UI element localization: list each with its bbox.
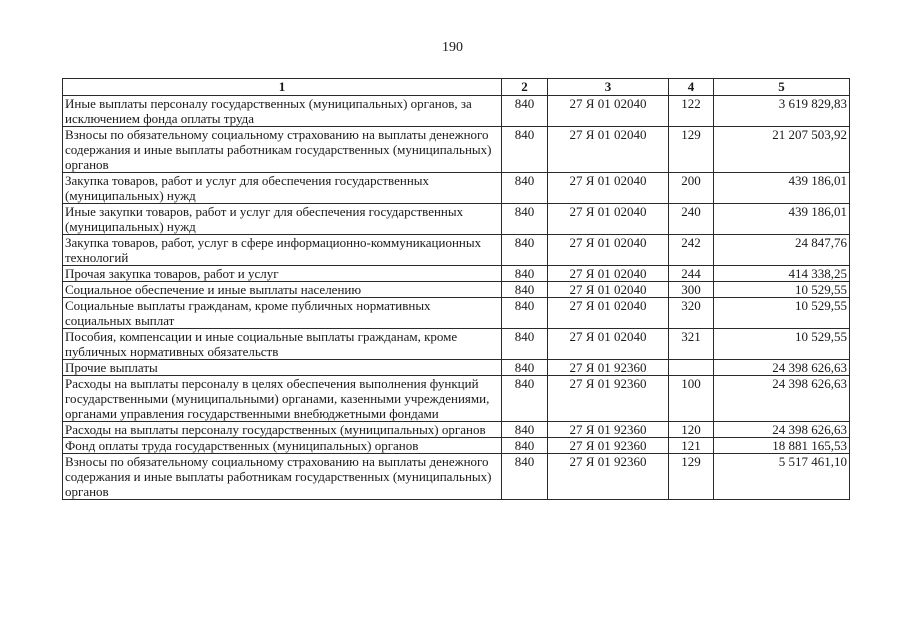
- row-article: 27 Я 01 02040: [548, 127, 669, 173]
- row-code: 840: [502, 204, 548, 235]
- row-code: 840: [502, 298, 548, 329]
- row-type: 240: [669, 204, 714, 235]
- row-code: 840: [502, 282, 548, 298]
- row-article: 27 Я 01 92360: [548, 438, 669, 454]
- row-name: Закупка товаров, работ и услуг для обеспечения государственных (муниципальных) нужд: [63, 173, 502, 204]
- row-type: 242: [669, 235, 714, 266]
- row-article: 27 Я 01 02040: [548, 282, 669, 298]
- row-article: 27 Я 01 92360: [548, 376, 669, 422]
- table-row: [63, 329, 850, 360]
- row-type: 129: [669, 454, 714, 500]
- row-amount: 10 529,55: [714, 329, 850, 360]
- row-name: Иные закупки товаров, работ и услуг для обеспечения государственных (муниципальных) нужд: [63, 204, 502, 235]
- row-name: Взносы по обязательному социальному страхованию на выплаты денежного содержания и иные выплаты работникам государственных (муниципальных) органов: [63, 454, 502, 500]
- page-number: 190: [442, 40, 463, 55]
- table-row: [63, 454, 850, 500]
- row-amount: 18 881 165,53: [714, 438, 850, 454]
- row-amount: 21 207 503,92: [714, 127, 850, 173]
- row-amount: 10 529,55: [714, 282, 850, 298]
- row-amount: 10 529,55: [714, 298, 850, 329]
- row-code: 840: [502, 329, 548, 360]
- row-name: Расходы на выплаты персоналу государственных (муниципальных) органов: [63, 422, 502, 438]
- row-code: 840: [502, 422, 548, 438]
- table-row: [63, 127, 850, 173]
- row-type: 129: [669, 127, 714, 173]
- table-row: [63, 422, 850, 438]
- row-name: Закупка товаров, работ, услуг в сфере информационно-коммуникационных технологий: [63, 235, 502, 266]
- row-amount: 439 186,01: [714, 204, 850, 235]
- row-amount: 24 398 626,63: [714, 422, 850, 438]
- budget-table: [62, 78, 850, 500]
- row-type: 121: [669, 438, 714, 454]
- row-code: 840: [502, 376, 548, 422]
- row-article: 27 Я 01 02040: [548, 204, 669, 235]
- row-amount: 439 186,01: [714, 173, 850, 204]
- row-article: 27 Я 01 02040: [548, 266, 669, 282]
- row-article: 27 Я 01 02040: [548, 173, 669, 204]
- row-amount: 24 398 626,63: [714, 360, 850, 376]
- row-type: [669, 360, 714, 376]
- row-type: 120: [669, 422, 714, 438]
- row-name: Прочая закупка товаров, работ и услуг: [63, 266, 502, 282]
- row-type: 200: [669, 173, 714, 204]
- table-row: [63, 266, 850, 282]
- row-type: 122: [669, 96, 714, 127]
- row-article: 27 Я 01 92360: [548, 454, 669, 500]
- row-name: Взносы по обязательному социальному страхованию на выплаты денежного содержания и иные выплаты работникам государственных (муниципальных) органов: [63, 127, 502, 173]
- row-article: 27 Я 01 02040: [548, 96, 669, 127]
- row-code: 840: [502, 266, 548, 282]
- row-amount: 24 847,76: [714, 235, 850, 266]
- row-article: 27 Я 01 02040: [548, 329, 669, 360]
- table-row: [63, 282, 850, 298]
- column-header-3: 3: [548, 79, 669, 96]
- row-name: Иные выплаты персоналу государственных (муниципальных) органов, за исключением фонда оплаты труда: [63, 96, 502, 127]
- row-amount: 5 517 461,10: [714, 454, 850, 500]
- row-type: 100: [669, 376, 714, 422]
- row-type: 300: [669, 282, 714, 298]
- row-code: 840: [502, 127, 548, 173]
- table-row: [63, 204, 850, 235]
- row-name: Прочие выплаты: [63, 360, 502, 376]
- table-row: [63, 298, 850, 329]
- row-type: 320: [669, 298, 714, 329]
- row-code: 840: [502, 96, 548, 127]
- table-row: [63, 376, 850, 422]
- column-header-1: 1: [63, 79, 502, 96]
- header-row: [63, 79, 850, 96]
- row-name: Пособия, компенсации и иные социальные выплаты гражданам, кроме публичных нормативных обязательств: [63, 329, 502, 360]
- table-row: [63, 235, 850, 266]
- row-code: 840: [502, 438, 548, 454]
- row-code: 840: [502, 360, 548, 376]
- row-code: 840: [502, 454, 548, 500]
- column-header-2: 2: [502, 79, 548, 96]
- row-amount: 24 398 626,63: [714, 376, 850, 422]
- row-name: Расходы на выплаты персоналу в целях обеспечения выполнения функций государственными (муниципальными) органами, казенными учреждениями, органами управления государственными внебюджетными фондами: [63, 376, 502, 422]
- row-article: 27 Я 01 02040: [548, 298, 669, 329]
- row-name: Социальные выплаты гражданам, кроме публичных нормативных социальных выплат: [63, 298, 502, 329]
- row-article: 27 Я 01 02040: [548, 235, 669, 266]
- row-name: Фонд оплаты труда государственных (муниципальных) органов: [63, 438, 502, 454]
- row-amount: 3 619 829,83: [714, 96, 850, 127]
- table-row: [63, 173, 850, 204]
- table-row: [63, 438, 850, 454]
- table-row: [63, 96, 850, 127]
- row-code: 840: [502, 173, 548, 204]
- table-row: [63, 360, 850, 376]
- column-header-5: 5: [714, 79, 850, 96]
- row-article: 27 Я 01 92360: [548, 422, 669, 438]
- row-code: 840: [502, 235, 548, 266]
- row-name: Социальное обеспечение и иные выплаты населению: [63, 282, 502, 298]
- row-type: 321: [669, 329, 714, 360]
- column-header-4: 4: [669, 79, 714, 96]
- row-type: 244: [669, 266, 714, 282]
- row-article: 27 Я 01 92360: [548, 360, 669, 376]
- row-amount: 414 338,25: [714, 266, 850, 282]
